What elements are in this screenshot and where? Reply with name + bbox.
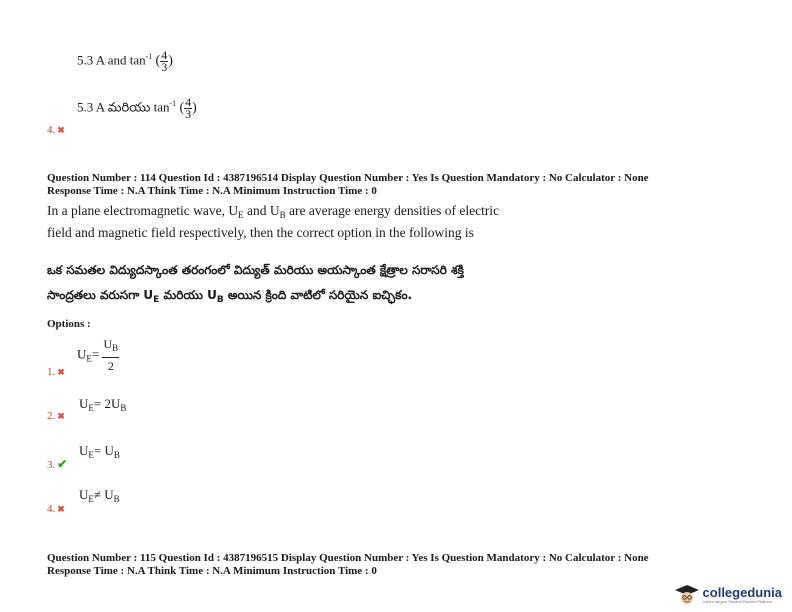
question-meta [47,172,649,198]
superscript: -1 [169,99,177,109]
brand-name: collegedunia [702,585,782,600]
option-1-number: 1. ✖ [47,366,65,378]
wrong-mark-icon: ✖ [57,504,65,514]
prev-option-text: 5.3 A మరియు tan [77,99,170,115]
question-meta-line2: Response Time : N.A Think Time : N.A Minimum Instruction Time : 0 [47,565,377,577]
option-4-formula: $U_E\ne U_B$ [79,487,120,504]
prev-option-number: 4. ✖ [47,124,65,136]
fraction: $\frac{4}{3}$ [185,95,192,121]
wrong-mark-icon: ✖ [57,411,65,421]
question-text-telugu [47,259,464,311]
option-1-formula: $U_E=$ $\frac{U_B}{2}$ [77,337,119,373]
brand-tagline: India's largest Student Review Platform [702,599,773,604]
telugu-line1: ఒక సమతల విద్యుదస్కాంత తరంగంలో విద్యుత్ మరియు అయస్కాంత క్షేత్రాల సరాసరి శక్తి [47,263,464,277]
question-line1: In a plane electromagnetic wave, $U_E$ and $U_B$ are average energy densities of electric [47,203,500,220]
correct-check-icon: ✔ [57,457,68,471]
question-meta-line2: Response Time : N.A Think Time : N.A Minimum Instruction Time : 0 [47,185,377,197]
wrong-mark-icon: ✖ [57,125,65,135]
question-line2: field and magnetic field respectively, then the correct option in the following is [47,225,474,240]
question-meta-line1: Question Number : 115 Question Id : 4387196515 Display Question Number : Yes Is Question Mandatory : No Calculator : None [47,552,649,564]
prev-option-english: 5.3 A and $\tan^{-1}$ ( $\frac{4}{3}$ ) [77,48,173,74]
options-label: Options : [47,318,91,330]
option-3-formula: $U_E= U_B$ [79,443,120,460]
option-3-number: 3. ✔ [47,457,68,471]
fraction: $\frac{U_B}{2}$ [103,337,119,373]
fraction: $\frac{4}{3}$ [161,48,168,74]
superscript: -1 [145,52,153,62]
prev-option-text: 5.3 A and tan [77,52,146,68]
wrong-mark-icon: ✖ [57,367,65,377]
question-meta-next [47,552,649,578]
option-2-number: 2. ✖ [47,410,65,422]
option-4-number: 4. ✖ [47,503,65,515]
graduate-mascot-icon [674,584,700,606]
prev-option-telugu: 5.3 A మరియు $\tan^{-1}$ ( $\frac{4}{3}$ ) [77,95,197,121]
question-meta-line1: Question Number : 114 Question Id : 4387196514 Display Question Number : Yes Is Question Mandatory : No Calculator : None [47,172,649,184]
telugu-line2: సాంద్రతలు వరుసగా $U_E$ మరియు $U_B$ అయిన క్రింది వాటిలో సరియైన ఐచ్ఛికం. [47,288,413,305]
question-text-english [47,202,499,241]
option-2-formula: $U_E= 2U_B$ [79,396,127,413]
collegedunia-watermark [674,584,782,606]
